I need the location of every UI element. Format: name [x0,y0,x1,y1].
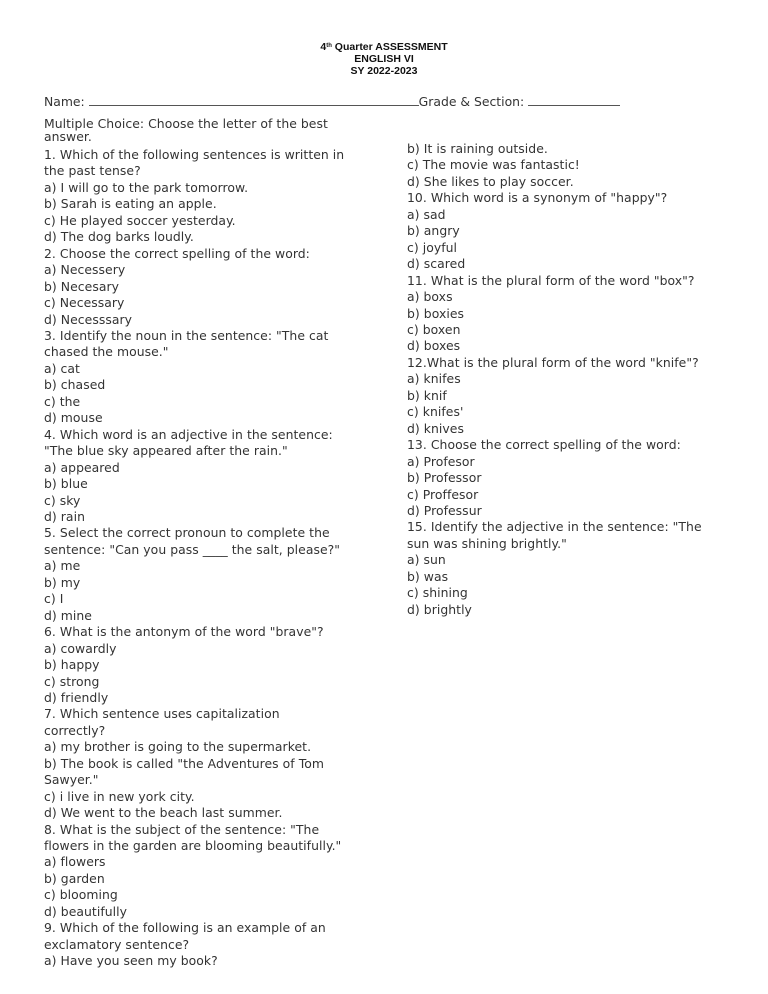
quarter-title-text: Quarter ASSESSMENT [331,41,448,53]
subject-title: ENGLISH VI [354,53,414,65]
question-text-line: sentence: "Can you pass ____ the salt, please?" [44,541,341,557]
question-text-line: b) angry [407,223,460,239]
question-text-line: c) He played soccer yesterday. [44,212,236,228]
question-text-line: b) my [44,574,81,590]
question-text-line: c) Necessary [44,295,125,311]
question-text-line: sun was shining brightly." [407,535,567,551]
question-text-line: 3. Identify the noun in the sentence: "The cat [44,327,329,343]
question-text-line: c) i live in new york city. [44,788,195,804]
question-text-line: d) We went to the beach last summer. [44,805,283,821]
question-text-line: a) knifes [407,371,461,387]
question-text-line: c) The movie was fantastic! [407,157,580,173]
question-text-line: flowers in the garden are blooming beautifully." [44,838,342,854]
instructions-line-1: Multiple Choice: Choose the letter of the best [44,116,328,131]
question-text-line: a) Profesor [407,453,475,469]
question-text-line: b) It is raining outside. [407,141,548,156]
question-text-line: a) cowardly [44,640,117,656]
question-text-line: 11. What is the plural form of the word "box"? [407,272,695,288]
question-text-line: exclamatory sentence? [44,936,190,952]
question-text-line: 4. Which word is an adjective in the sentence: [44,426,333,442]
question-text-line: a) flowers [44,854,106,870]
question-text-line: 10. Which word is a synonym of "happy"? [407,190,668,206]
question-text-line: a) Necessery [44,262,126,278]
question-text-line: the past tense? [44,163,141,179]
question-text-line: a) I will go to the park tomorrow. [44,179,249,195]
question-text-line: b) The book is called "the Adventures of Tom [44,755,324,771]
left-column [44,117,374,970]
question-text-line: c) sky [44,492,81,508]
question-text-line: d) scared [407,256,466,272]
question-text-line: 2. Choose the correct spelling of the word: [44,245,310,261]
question-text-line: 12.What is the plural form of the word "knife"? [407,354,699,370]
question-text-line: 13. Choose the correct spelling of the word: [407,437,681,453]
question-text-line: c) strong [44,673,100,689]
question-text-line: "The blue sky appeared after the rain." [44,443,288,459]
question-text-line: d) friendly [44,689,109,705]
question-text-line: d) mine [44,607,92,623]
question-text-line: 15. Identify the adjective in the sentence: "The [407,519,702,535]
right-column [407,141,727,618]
question-text-line: a) boxs [407,289,453,305]
question-text-line: c) I [44,591,64,607]
left-question-list [44,147,374,970]
student-info-line [44,93,724,109]
question-text-line: 1. Which of the following sentences is written in [44,147,345,162]
question-text-line: b) knif [407,387,447,403]
question-text-line: a) Have you seen my book? [44,953,218,969]
question-text-line: d) boxes [407,338,461,354]
question-text-line: 7. Which sentence uses capitalization [44,706,280,722]
question-text-line: d) brightly [407,601,472,617]
question-text-line: b) Necesary [44,278,119,294]
question-text-line: chased the mouse." [44,344,169,360]
name-blank-field[interactable] [89,93,419,106]
question-text-line: b) blue [44,476,88,492]
question-text-line: a) my brother is going to the supermarket. [44,739,312,755]
question-text-line: 5. Select the correct pronoun to complete the [44,525,330,541]
question-text-line: c) blooming [44,887,118,903]
grade-section-label: Grade & Section: [418,94,529,109]
quarter-ordinal-suffix: th [326,43,332,49]
question-text-line: d) Necesssary [44,311,133,327]
question-text-line: d) The dog barks loudly. [44,229,194,245]
quarter-number: 4 [320,41,327,53]
question-text-line: c) joyful [407,239,458,255]
question-text-line: b) boxies [407,305,465,321]
question-text-line: a) sad [407,206,446,222]
question-text-line: d) knives [407,420,464,436]
question-text-line: a) sun [407,552,446,568]
instructions-line-2: answer. [44,129,92,144]
question-text-line: c) the [44,393,81,409]
question-text-line: b) chased [44,377,106,393]
name-label: Name: [44,94,89,109]
question-text-line: 8. What is the subject of the sentence: "The [44,821,320,837]
question-text-line: c) Proffesor [407,486,479,502]
question-text-line: d) beautifully [44,903,128,919]
question-text-line: b) Sarah is eating an apple. [44,196,217,212]
question-text-line: a) cat [44,360,80,376]
question-text-line: b) happy [44,657,100,673]
question-text-line: 9. Which of the following is an example of an [44,920,326,936]
question-text-line: correctly? [44,722,106,738]
right-question-list [407,141,727,618]
question-text-line: d) Professur [407,502,482,518]
document-header [0,40,768,77]
question-text-line: Sawyer." [44,772,99,788]
question-text-line: a) me [44,558,81,574]
question-text-line: b) Professor [407,470,482,486]
question-text-line: 6. What is the antonym of the word "brave"? [44,624,324,640]
question-text-line: d) mouse [44,410,103,426]
grade-section-blank-field[interactable] [528,93,620,106]
question-text-line: d) She likes to play soccer. [407,173,574,189]
question-text-line: b) was [407,568,449,584]
question-text-line: b) garden [44,870,105,886]
question-text-line: a) appeared [44,459,120,475]
school-year: SY 2022-2023 [350,65,418,77]
question-text-line: c) knifes' [407,404,464,420]
assessment-title [0,40,768,53]
question-text-line: c) shining [407,585,468,601]
question-text-line: d) rain [44,508,85,524]
question-text-line: c) boxen [407,321,461,337]
